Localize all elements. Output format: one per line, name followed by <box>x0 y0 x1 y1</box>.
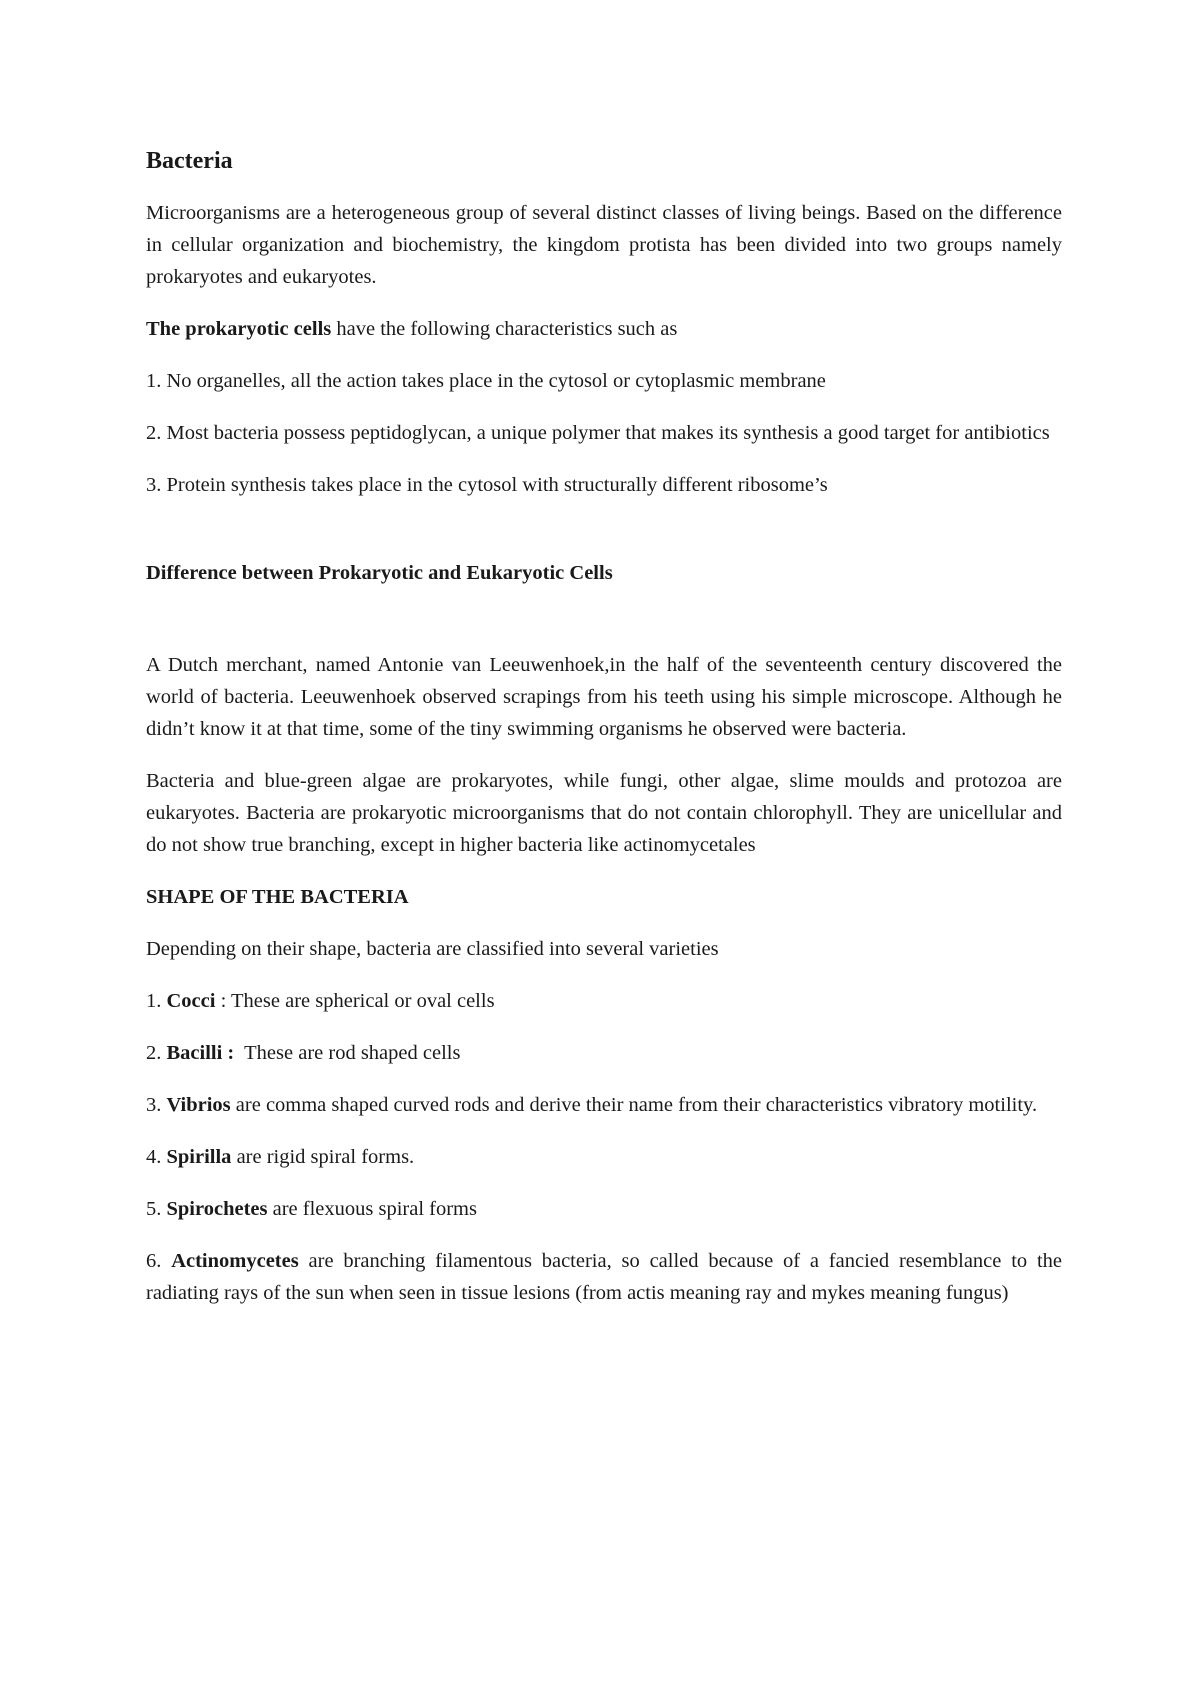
difference-heading-text: Difference between Prokaryotic and Eukaryotic Cells <box>146 562 613 584</box>
leeuwenhoek-paragraph: A Dutch merchant, named Antonie van Leeuwenhoek,in the half of the seventeenth century discovered the world of bacteria. Leeuwenhoek observed scrapings from his teeth using his simple microscope. Although he didn’t know it at that time, some of the tiny swimming organisms he observed were bacteria. <box>146 654 1062 740</box>
item-number: 6. <box>146 1250 172 1272</box>
item-text: : These are spherical or oval cells <box>215 990 495 1012</box>
shape-intro: Depending on their shape, bacteria are classified into several varieties <box>146 938 719 960</box>
item-text: are branching filamentous bacteria, so called because of a fancied resemblance to the radiating rays of the sun when seen in tissue lesions (from actis meaning ray and mykes meaning fungus) <box>146 1250 1062 1304</box>
item-term: Actinomycetes <box>171 1250 299 1272</box>
spacer <box>146 609 1062 649</box>
item-text: are rigid spiral forms. <box>231 1146 415 1168</box>
item-text: are flexuous spiral forms <box>267 1198 477 1220</box>
item-number: 2. <box>146 1042 167 1064</box>
shape-item-spirochetes <box>146 1193 1062 1225</box>
item-text: These are rod shaped cells <box>234 1042 461 1064</box>
item-term: Spirilla <box>166 1146 232 1168</box>
item-term: Vibrios <box>166 1094 231 1116</box>
spacer <box>146 521 1062 557</box>
intro-paragraph: Microorganisms are a heterogeneous group of several distinct classes of living beings. Based on the difference in cellular organization and biochemistry, the kingdom protista has been divided into two groups namely prokaryotes and eukaryotes. <box>146 202 1062 288</box>
item-number: 1. <box>146 990 167 1012</box>
document-body <box>146 145 1062 1329</box>
difference-heading <box>146 557 1062 589</box>
prokaryotes-paragraph: Bacteria and blue-green algae are prokaryotes, while fungi, other algae, slime moulds and protozoa are eukaryotes. Bacteria are prokaryotic microorganisms that do not contain chlorophyll. They are unicellular and do not show true branching, except in higher bacteria like actinomycetales <box>146 770 1062 856</box>
item-term: Cocci <box>166 990 216 1012</box>
shape-item-bacilli <box>146 1037 1062 1069</box>
shape-item-spirilla <box>146 1141 1062 1173</box>
item-term: Bacilli : <box>166 1042 235 1064</box>
shape-item-vibrios <box>146 1089 1062 1121</box>
prokaryotic-heading <box>146 313 1062 345</box>
prokaryotic-item-2: 2. Most bacteria possess peptidoglycan, a unique polymer that makes its synthesis a good target for antibiotics <box>146 422 1050 444</box>
prokaryotic-item-1: 1. No organelles, all the action takes place in the cytosol or cytoplasmic membrane <box>146 370 826 392</box>
item-text: are comma shaped curved rods and derive their name from their characteristics vibratory motility. <box>230 1094 1038 1116</box>
shape-heading <box>146 881 1062 913</box>
shape-item-cocci <box>146 985 1062 1017</box>
item-term: Spirochetes <box>166 1198 268 1220</box>
prokaryotic-heading-rest: have the following characteristics such as <box>331 318 678 340</box>
prokaryotic-heading-bold: The prokaryotic cells <box>146 318 332 340</box>
item-number: 3. <box>146 1094 167 1116</box>
shape-item-actinomycetes <box>146 1245 1062 1309</box>
document-title: Bacteria <box>146 148 233 174</box>
item-number: 4. <box>146 1146 167 1168</box>
item-number: 5. <box>146 1198 167 1220</box>
prokaryotic-item-3: 3. Protein synthesis takes place in the cytosol with structurally different ribosome’s <box>146 474 828 496</box>
shape-heading-text: SHAPE OF THE BACTERIA <box>146 886 409 908</box>
